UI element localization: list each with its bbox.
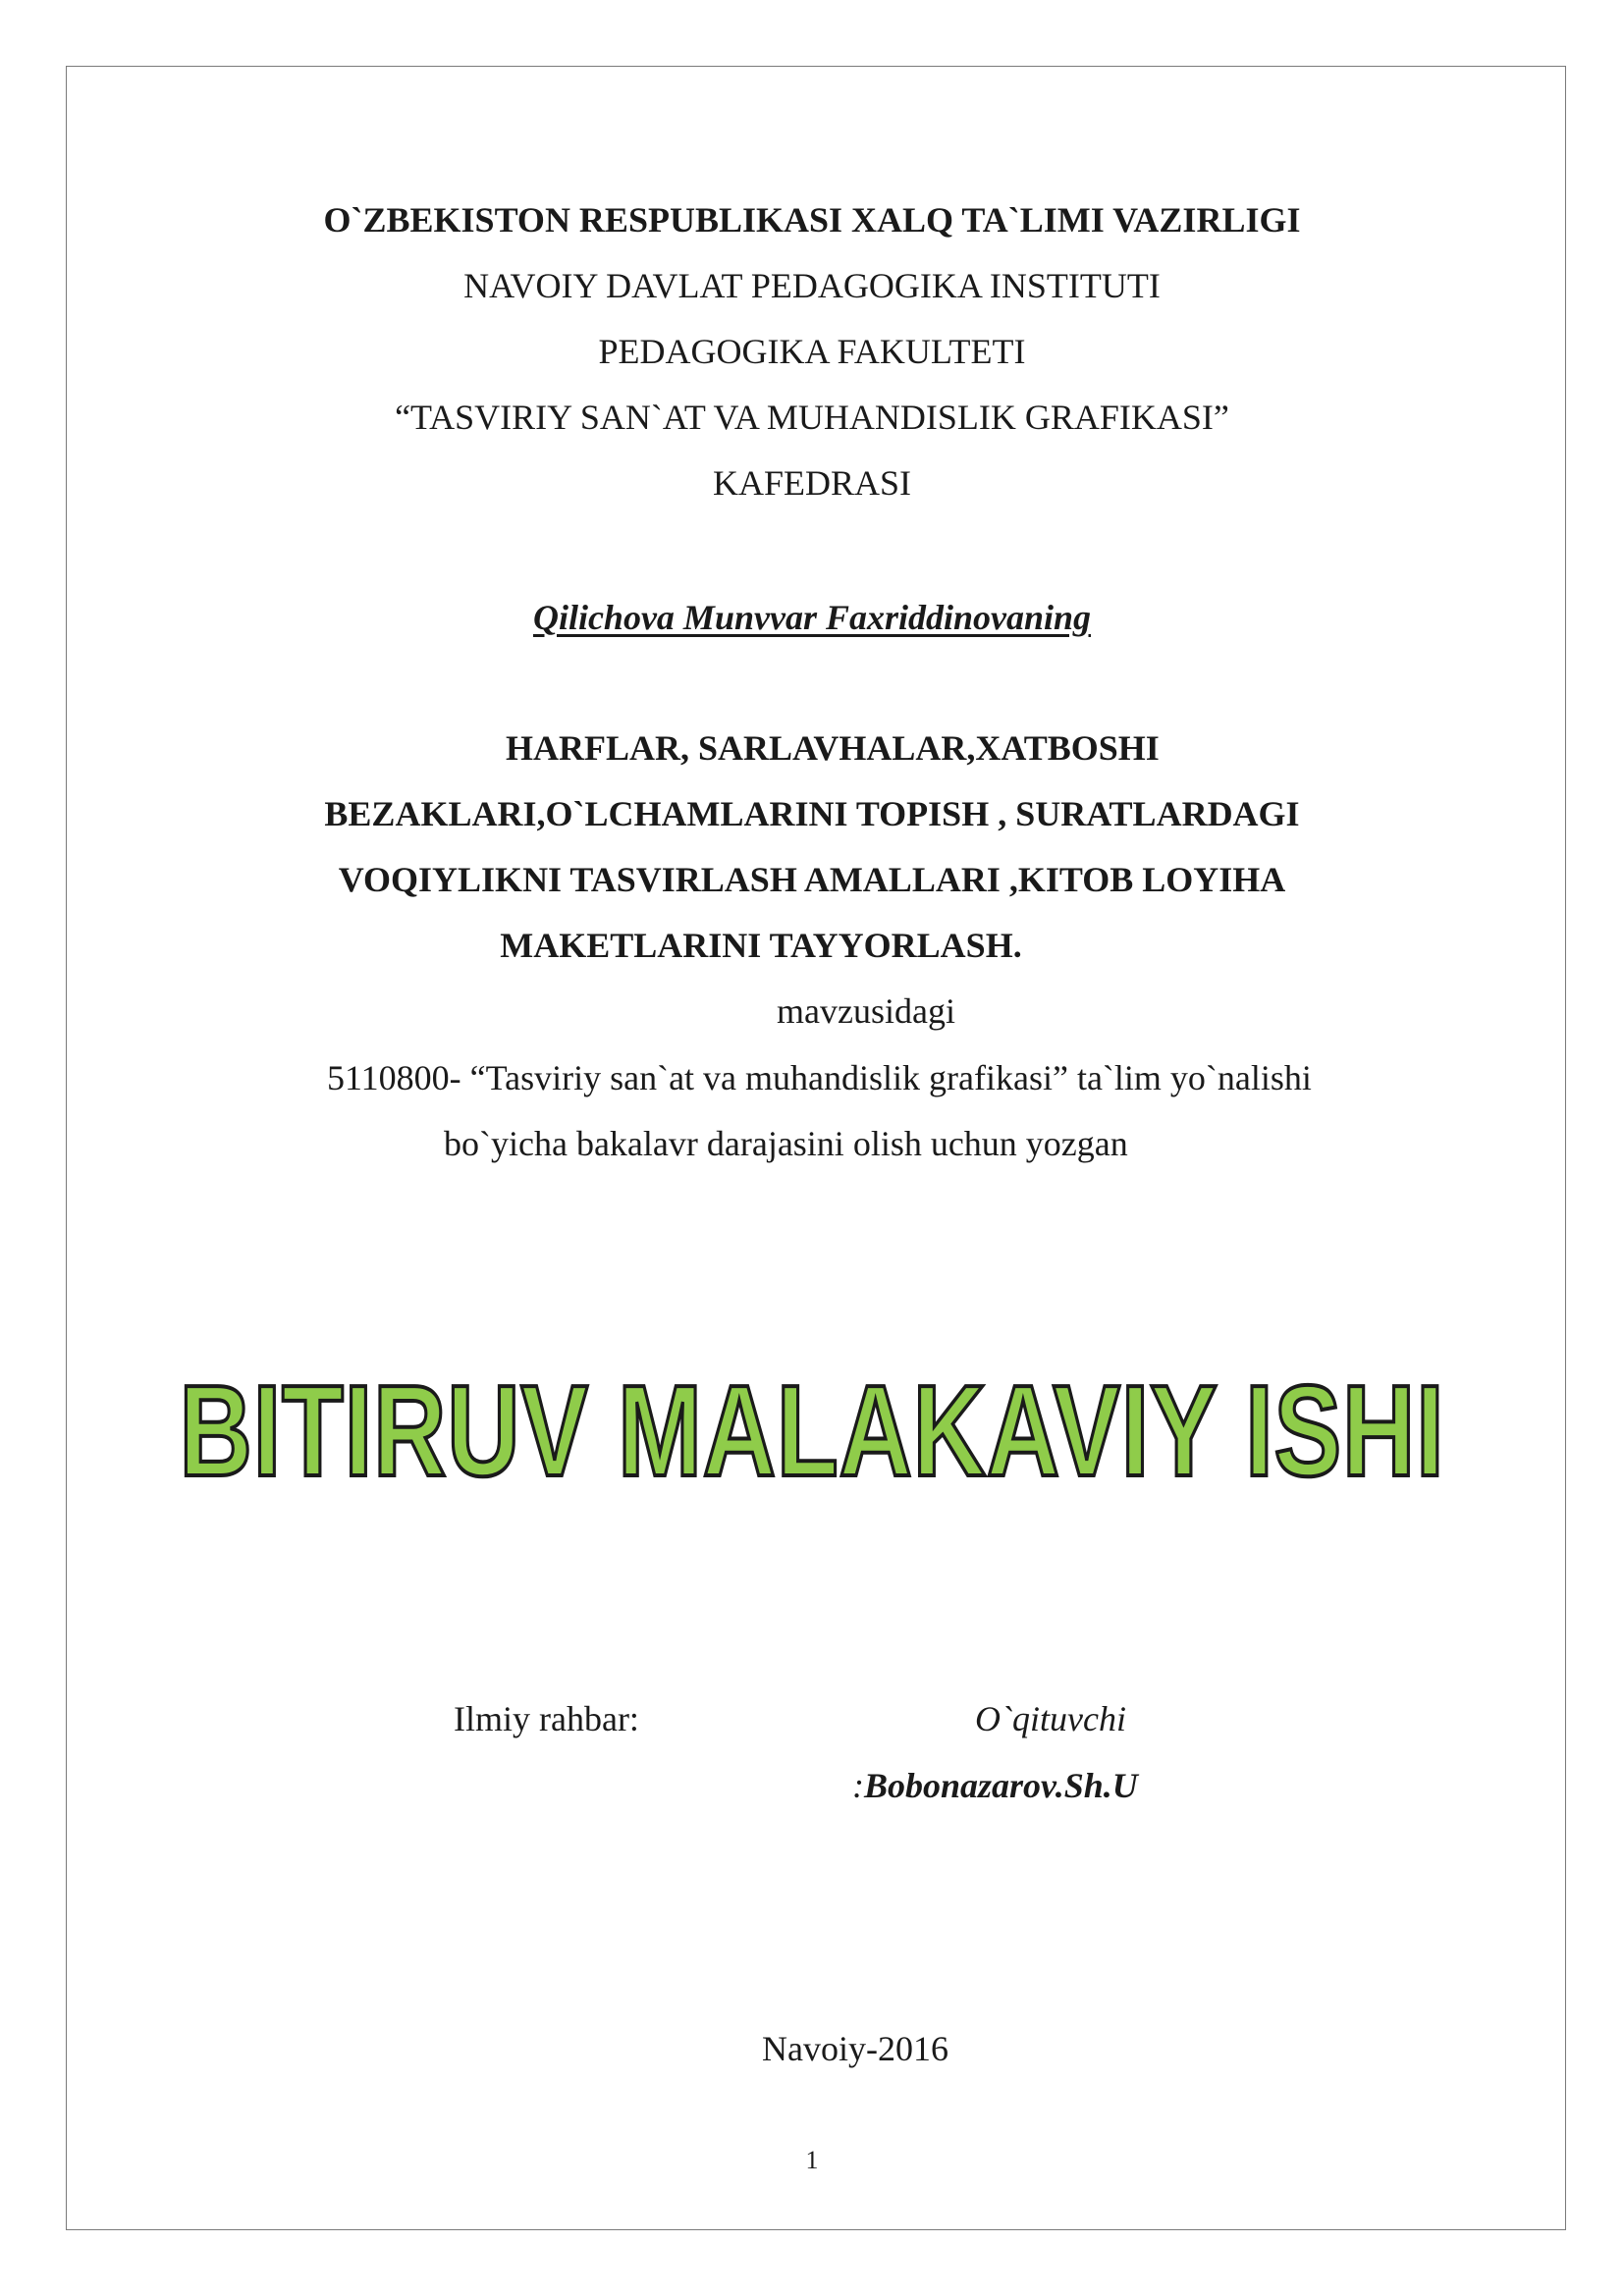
supervisor-name: Bobonazarov.Sh.U: [864, 1766, 1138, 1805]
work-title: BITIRUV MALAKAVIY ISHI: [179, 1359, 1445, 1503]
author-name: Qilichova Munvvar Faxriddinovaning: [532, 598, 1092, 637]
topic-line4: MAKETLARINI TAYYORLASH.: [500, 926, 1022, 965]
institute-title: NAVOIY DAVLAT PEDAGOGIKA INSTITUTI: [463, 266, 1161, 305]
subject-suffix: mavzusidagi: [777, 991, 955, 1031]
topic-line2: BEZAKLARI,O`LCHAMLARINI TOPISH , SURATLARDAGI: [324, 794, 1300, 833]
specialty-line1: 5110800- “Tasviriy san`at va muhandislik grafikasi” ta`lim yo`nalishi: [327, 1058, 1312, 1097]
supervisor-position: O`qituvchi: [975, 1699, 1126, 1738]
specialty-line2: bo`yicha bakalavr darajasini olish uchun yozgan: [444, 1124, 1128, 1163]
supervisor-name-line: [852, 1764, 1138, 1807]
department-title-line1: “TASVIRIY SAN`AT VA MUHANDISLIK GRAFIKASI”: [395, 398, 1229, 437]
ministry-title: O`ZBEKISTON RESPUBLIKASI XALQ TA`LIMI VAZIRLIGI: [323, 200, 1301, 240]
topic-line1: HARFLAR, SARLAVHALAR,XATBOSHI: [506, 728, 1160, 768]
faculty-title: PEDAGOGIKA FAKULTETI: [598, 332, 1026, 371]
place-year: Navoiy-2016: [762, 2029, 948, 2068]
author-line: [0, 596, 1624, 639]
page-number: 1: [805, 2146, 819, 2174]
supervisor-name-prefix: :: [852, 1766, 864, 1805]
supervisor-label: Ilmiy rahbar:: [454, 1699, 639, 1738]
department-title-line2: KAFEDRASI: [712, 463, 912, 503]
topic-line3: VOQIYLIKNI TASVIRLASH AMALLARI ,KITOB LOYIHA: [338, 860, 1286, 899]
